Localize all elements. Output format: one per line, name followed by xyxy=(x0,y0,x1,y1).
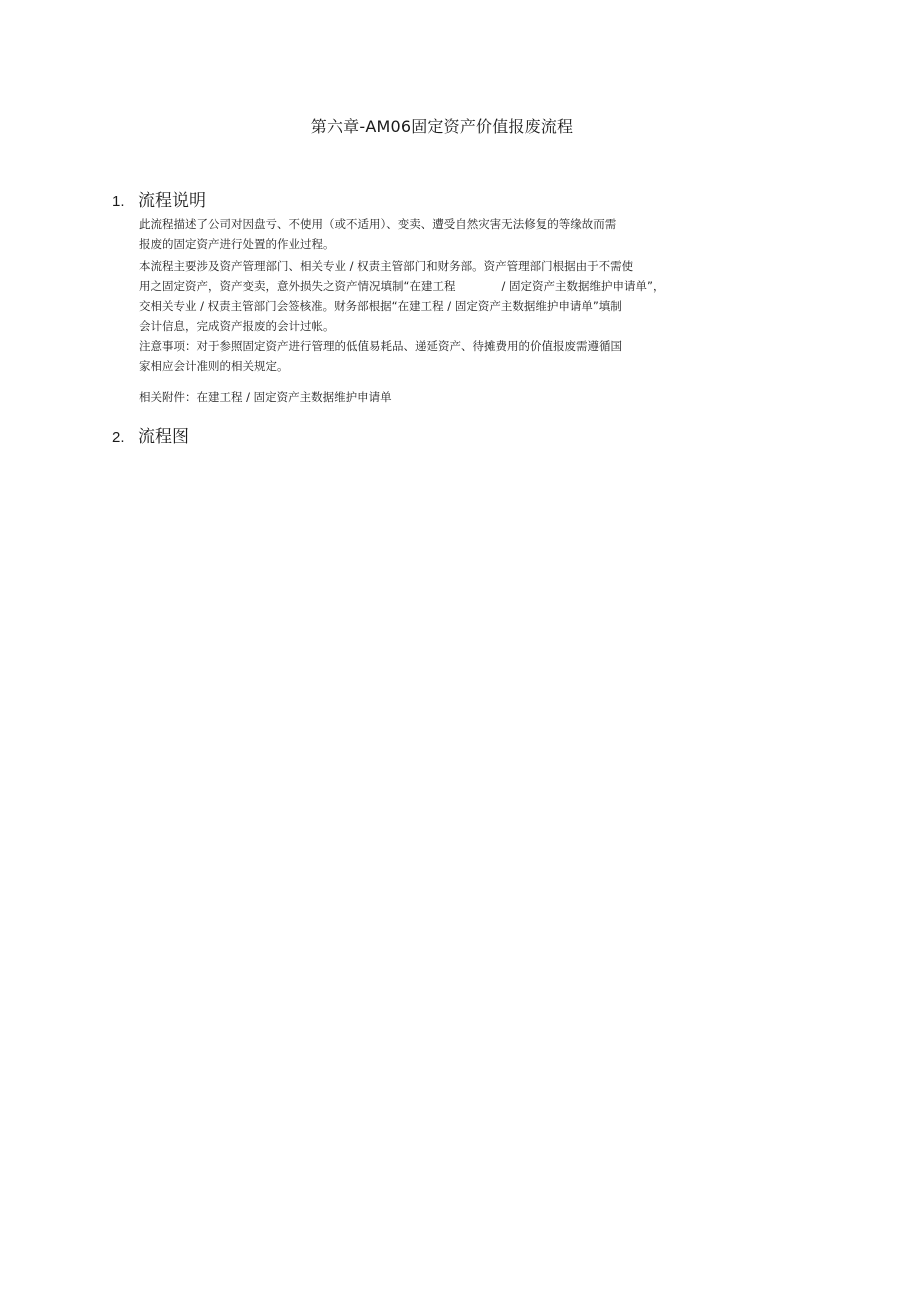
body-text-line: 家相应会计准则的相关规定。 xyxy=(139,359,289,373)
paragraph-scope xyxy=(139,214,779,254)
body-text-line: 会计信息，完成资产报废的会计过帐。 xyxy=(139,319,335,333)
paragraph-notes xyxy=(139,336,779,376)
section-number: 1. xyxy=(112,193,125,210)
section-heading-text: 流程图 xyxy=(138,427,189,447)
body-text-line xyxy=(139,276,779,296)
section-number: 2. xyxy=(112,429,125,446)
section-heading-text: 流程说明 xyxy=(138,191,206,211)
body-text-segment: / 固定资产主数据维护申请单”， xyxy=(501,279,665,293)
body-text-line: 交相关专业 / 权责主管部门会签核准。财务部根据“在建工程 / 固定资产主数据维护申请单”填制 xyxy=(139,299,622,313)
body-text-line: 报废的固定资产进行处置的作业过程。 xyxy=(139,237,335,251)
body-text-line: 注意事项：对于参照固定资产进行管理的低值易耗品、递延资产、待摊费用的价值报废需遵循国 xyxy=(139,339,622,353)
body-text-segment: 用之固定资产，资产变卖，意外损失之资产情况填制“在建工程 xyxy=(139,279,456,293)
body-text-line: 本流程主要涉及资产管理部门、相关专业 / 权责主管部门和财务部。资产管理部门根据由于不需使 xyxy=(139,259,634,273)
section-heading-process-description xyxy=(112,190,206,213)
paragraph-attachments xyxy=(139,387,779,407)
paragraph-departments xyxy=(139,256,779,336)
page-title: 第六章-AM06固定资产价值报废流程 xyxy=(310,117,574,136)
section-heading-flowchart xyxy=(112,426,189,449)
body-text-line: 此流程描述了公司对因盘亏、不使用（或不适用）、变卖、遭受自然灾害无法修复的等缘故而需 xyxy=(139,217,617,231)
body-text-line: 相关附件：在建工程 / 固定资产主数据维护申请单 xyxy=(139,390,392,404)
